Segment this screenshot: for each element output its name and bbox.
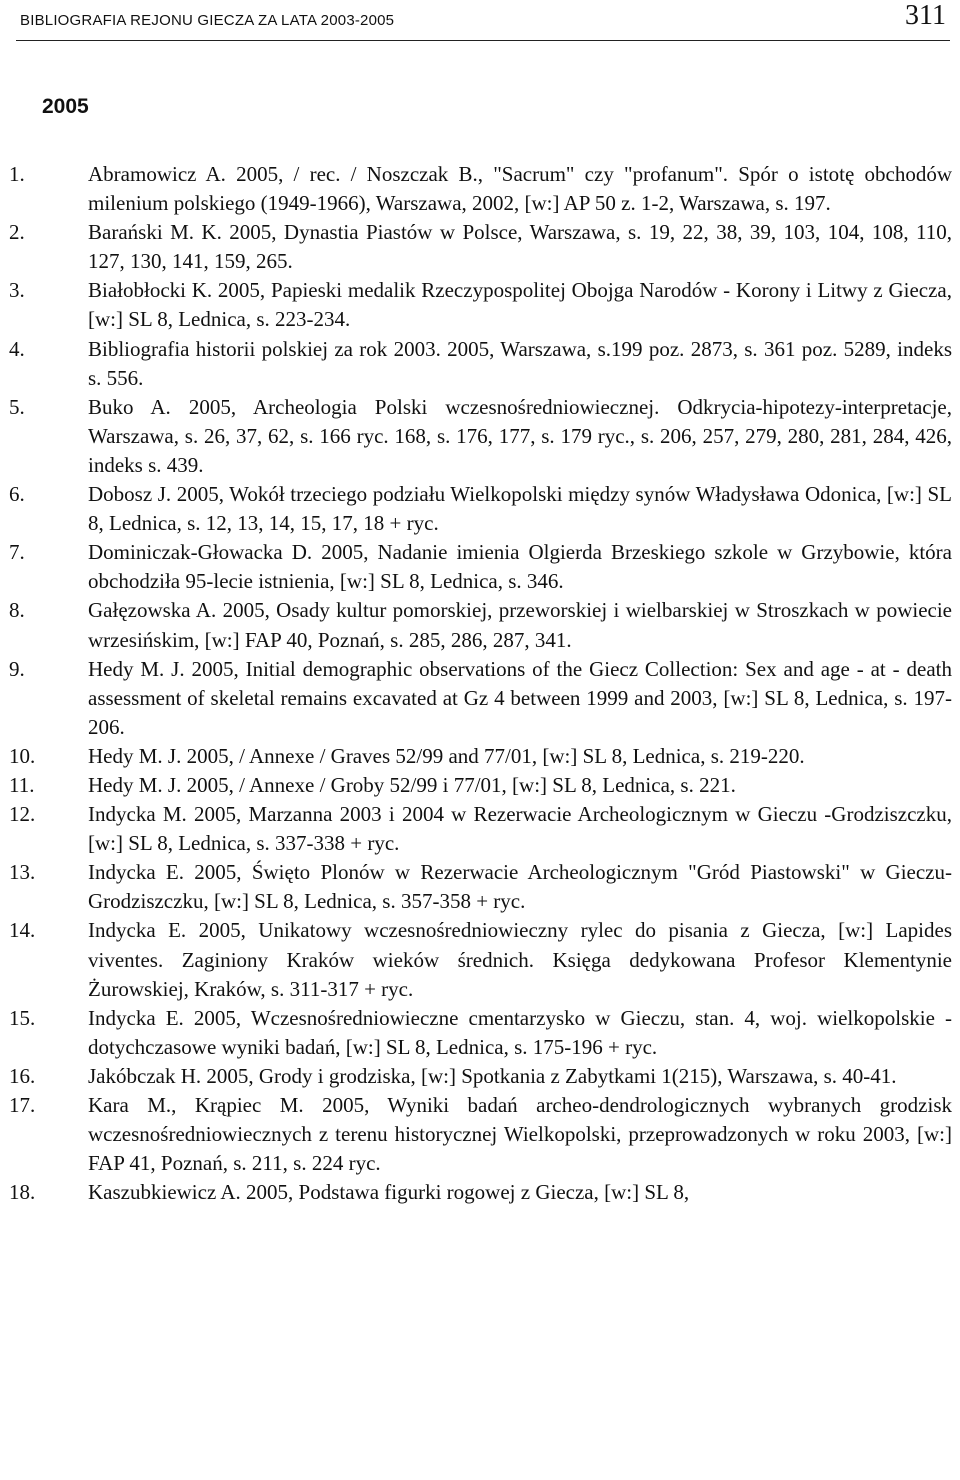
entry-text: Hedy M. J. 2005, / Annexe / Groby 52/99 i 77/01, [w:] SL 8, Lednica, s. 221. xyxy=(88,772,736,797)
entry-number: 3. xyxy=(9,278,25,303)
entry-number: 11. xyxy=(9,772,35,797)
entry-text: Abramowicz A. 2005, / rec. / Noszczak B., "Sacrum" czy "profanum". Spór o istotę obchodów milenium polskiego (1949-1966), Warszawa, 2002, [w:] AP 50 z. 1-2, Warszawa, s. 197. xyxy=(88,162,952,216)
entry-text: Gałęzowska A. 2005, Osady kultur pomorskiej, przeworskiej i wielbarskiej w Stroszkach w powiecie wrzesińskim, [w:] FAP 40, Poznań, s. 285, 286, 287, 341. xyxy=(88,598,952,652)
running-title: BIBLIOGRAFIA REJONU GIECZA ZA LATA 2003-2005 xyxy=(20,12,395,29)
entry-number: 5. xyxy=(9,394,25,419)
entry-number: 10. xyxy=(9,743,36,768)
entry-number: 2. xyxy=(9,220,25,245)
entry-number: 18. xyxy=(9,1180,36,1205)
entry-number: 13. xyxy=(9,860,36,885)
bibliography-entry xyxy=(0,480,960,538)
entry-text: Barański M. K. 2005, Dynastia Piastów w Polsce, Warszawa, s. 19, 22, 38, 39, 103, 104, 108, 110, 127, 130, 141, 159, 265. xyxy=(88,220,952,274)
entry-text: Bibliografia historii polskiej za rok 2003. 2005, Warszawa, s.199 poz. 2873, s. 361 poz. 5289, indeks s. 556. xyxy=(88,336,952,390)
bibliography-entry xyxy=(0,335,960,393)
bibliography-entry xyxy=(0,160,960,218)
bibliography-entry xyxy=(0,771,960,800)
section-year-heading: 2005 xyxy=(42,95,89,118)
entry-number: 9. xyxy=(9,656,25,681)
entry-number: 17. xyxy=(9,1093,36,1117)
entry-number: 7. xyxy=(9,540,25,565)
entry-number: 1. xyxy=(9,162,25,186)
entry-text: Buko A. 2005, Archeologia Polski wczesnośredniowiecznej. Odkrycia-hipotezy-interpretacje, Warszawa, s. 26, 37, 62, s. 166 ryc. 168, s. 176, 177, s. 179 ryc., s. 206, 257, 279, 280, 281, 284, 426, indeks s. 439. xyxy=(88,394,952,477)
page-header xyxy=(16,0,950,41)
bibliography-entry xyxy=(0,1062,960,1091)
bibliography-entry xyxy=(0,218,960,276)
entry-text: Indycka E. 2005, Unikatowy wczesnośredniowieczny rylec do pisania z Giecza, [w:] Lapides viventes. Zaginiony Kraków wieków średnich. Księga dedykowana Profesor Klementynie Żurowskiej, Kraków, s. 311-317 + ryc. xyxy=(88,918,952,1001)
bibliography-entry xyxy=(0,276,960,334)
bibliography-entry xyxy=(0,655,960,742)
bibliography-entry xyxy=(0,393,960,480)
bibliography-entry xyxy=(0,916,960,1003)
entry-number: 15. xyxy=(9,1005,36,1030)
entry-text: Indycka E. 2005, Wczesnośredniowieczne cmentarzysko w Gieczu, stan. 4, woj. wielkopolskie - dotychczasowe wyniki badań, [w:] SL 8, Lednica, s. 175-196 + ryc. xyxy=(88,1005,952,1059)
entry-number: 12. xyxy=(9,802,36,827)
entry-text: Kaszubkiewicz A. 2005, Podstawa figurki rogowej z Giecza, [w:] SL 8, xyxy=(88,1180,690,1205)
bibliography-entry xyxy=(0,538,960,596)
bibliography-entry xyxy=(0,596,960,654)
entry-text: Indycka M. 2005, Marzanna 2003 i 2004 w Rezerwacie Archeologicznym w Gieczu -Grodziszczku, [w:] SL 8, Lednica, s. 337-338 + ryc. xyxy=(88,802,952,856)
bibliography-list xyxy=(0,160,960,1207)
bibliography-entry xyxy=(0,858,960,916)
entry-text: Dobosz J. 2005, Wokół trzeciego podziału Wielkopolski między synów Władysława Odonica, [w:] SL 8, Lednica, s. 12, 13, 14, 15, 17, 18 + ryc. xyxy=(88,482,952,536)
entry-number: 8. xyxy=(9,598,25,623)
entry-text: Hedy M. J. 2005, Initial demographic observations of the Giecz Collection: Sex and age - at - death assessment of skeletal remains excavated at Gz 4 between 1999 and 2003, [w:] SL 8, Lednica, s. 197-206. xyxy=(88,656,952,739)
bibliography-entry xyxy=(0,1091,960,1178)
bibliography-entry xyxy=(0,1004,960,1062)
entry-text: Białobłocki K. 2005, Papieski medalik Rzeczypospolitej Obojga Narodów - Korony i Litwy z Giecza, [w:] SL 8, Lednica, s. 223-234. xyxy=(88,278,952,332)
entry-text: Hedy M. J. 2005, / Annexe / Graves 52/99 and 77/01, [w:] SL 8, Lednica, s. 219-220. xyxy=(88,743,805,768)
entry-number: 6. xyxy=(9,482,25,507)
entry-text: Dominiczak-Głowacka D. 2005, Nadanie imienia Olgierda Brzeskiego szkole w Grzybowie, która obchodziła 95-lecie istnienia, [w:] SL 8, Lednica, s. 346. xyxy=(88,540,952,594)
entry-text: Kara M., Krąpiec M. 2005, Wyniki badań archeo-dendrologicznych wybranych grodzisk wczesnośredniowiecznych z terenu historycznej Wielkopolski, przeprowadzonych w roku 2003, [w:] FAP 41, Poznań, s. 211, s. 224 ryc. xyxy=(88,1093,952,1176)
page-number: 311 xyxy=(905,0,946,31)
bibliography-entry xyxy=(0,1178,960,1207)
entry-number: 16. xyxy=(9,1063,36,1088)
bibliography-entry xyxy=(0,800,960,858)
entry-text: Jakóbczak H. 2005, Grody i grodziska, [w:] Spotkania z Zabytkami 1(215), Warszawa, s. 40-41. xyxy=(88,1063,897,1088)
entry-text: Indycka E. 2005, Święto Plonów w Rezerwacie Archeologicznym "Gród Piastowski" w Gieczu-Grodziszczku, [w:] SL 8, Lednica, s. 357-358 + ryc. xyxy=(88,860,952,914)
entry-number: 4. xyxy=(9,336,25,361)
bibliography-entry xyxy=(0,742,960,771)
entry-number: 14. xyxy=(9,918,36,943)
